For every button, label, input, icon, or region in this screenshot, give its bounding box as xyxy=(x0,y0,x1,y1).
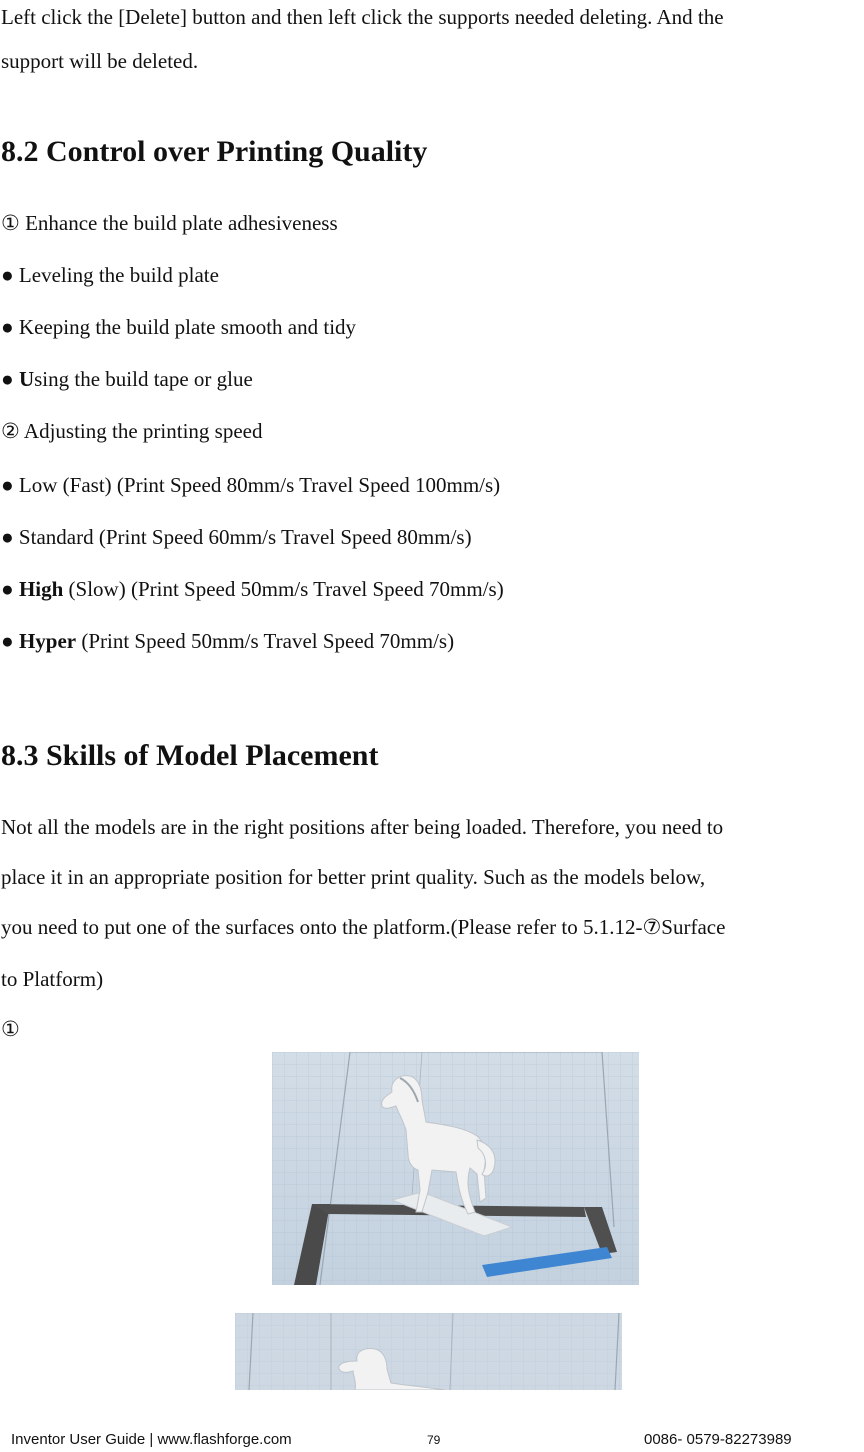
build-scene-illustration-2 xyxy=(235,1313,622,1390)
speed-hyper-label: Hyper xyxy=(18,629,77,653)
placement-para-line-1: Not all the models are in the right positions after being loaded. Therefore, you need to xyxy=(1,815,724,839)
speed-high-label: High xyxy=(18,577,64,601)
bullet-marker: ● xyxy=(1,367,19,391)
footer-page-number: 79 xyxy=(427,1433,441,1447)
bullet-leveling: ● Leveling the build plate xyxy=(1,263,219,287)
horse-model-screenshot-2 xyxy=(235,1313,622,1390)
intro-line-2: support will be deleted. xyxy=(1,49,199,73)
build-scene-illustration xyxy=(272,1052,639,1285)
section-heading-8-3: 8.3 Skills of Model Placement xyxy=(1,739,379,772)
speed-hyper xyxy=(1,628,454,654)
footer-guide: Inventor User Guide | www.flashforge.com xyxy=(11,1431,292,1448)
horse-model-screenshot xyxy=(272,1052,639,1285)
intro-line-1: Left click the [Delete] button and then left click the supports needed deleting. And the xyxy=(1,5,724,29)
list-item-adhesiveness: ① Enhance the build plate adhesiveness xyxy=(1,211,338,235)
speed-hyper-text: (Print Speed 50mm/s Travel Speed 70mm/s) xyxy=(76,629,455,653)
list-item-speed: ② Adjusting the printing speed xyxy=(1,419,263,443)
placement-para-line-2: place it in an appropriate position for better print quality. Such as the models below, xyxy=(1,865,706,889)
speed-high xyxy=(1,576,504,602)
bold-letter: U xyxy=(18,367,35,391)
speed-low: ● Low (Fast) (Print Speed 80mm/s Travel Speed 100mm/s) xyxy=(1,473,501,497)
bullet-smooth-tidy: ● Keeping the build plate smooth and tidy xyxy=(1,315,357,339)
footer-phone: 0086- 0579-82273989 xyxy=(644,1431,792,1448)
speed-standard: ● Standard (Print Speed 60mm/s Travel Speed 80mm/s) xyxy=(1,525,472,549)
placement-item-1: ① xyxy=(1,1017,20,1041)
speed-high-text: (Slow) (Print Speed 50mm/s Travel Speed 70mm/s) xyxy=(63,577,504,601)
bullet-build-tape xyxy=(1,366,253,392)
bullet-text: sing the build tape or glue xyxy=(34,367,253,391)
bullet-marker: ● xyxy=(1,629,19,653)
placement-para-line-4: to Platform) xyxy=(1,967,104,991)
placement-para-line-3: you need to put one of the surfaces onto the platform.(Please refer to 5.1.12-⑦Surface xyxy=(1,915,726,939)
bullet-marker: ● xyxy=(1,577,19,601)
section-heading-8-2: 8.2 Control over Printing Quality xyxy=(1,135,428,168)
